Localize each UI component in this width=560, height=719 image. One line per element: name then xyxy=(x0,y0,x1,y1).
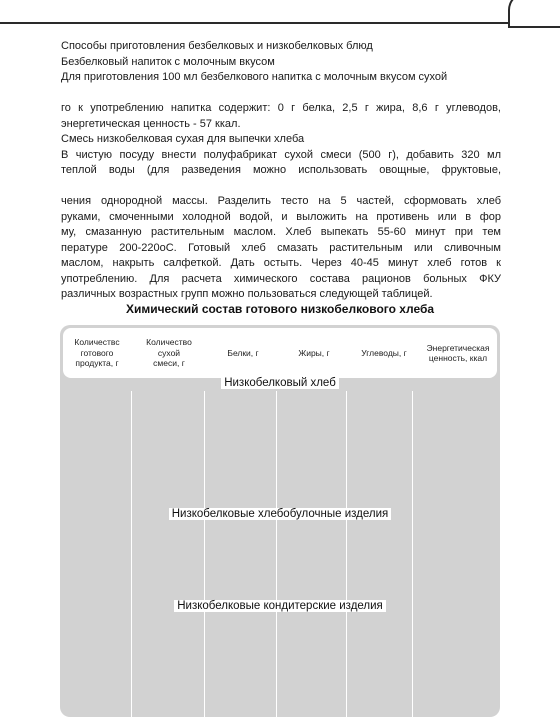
header-proteins: Белки, г xyxy=(227,347,259,358)
column-divider xyxy=(131,391,132,717)
text-line xyxy=(61,179,501,195)
section-low-protein-confectionery: Низкобелковые кондитерские изделия xyxy=(60,600,500,612)
text-line: чения однородной массы. Разделить тесто на 5 частей, сформовать хлеб xyxy=(61,195,501,207)
chemical-composition-table xyxy=(60,325,500,717)
text-line: В чистую посуду внести полуфабрикат сухой смеси (500 г), добавить 320 мл xyxy=(61,148,501,161)
column-divider xyxy=(412,391,413,717)
header-energy-value: Энергетическая ценность, ккал xyxy=(426,342,490,363)
text-line: пературе 200-220оС. Готовый хлеб смазать растительным или сливочным xyxy=(61,241,501,254)
table-caption: Химический состав готового низкобелкового хлеба xyxy=(125,302,435,316)
page-corner-tab xyxy=(508,0,560,28)
column-divider xyxy=(346,391,347,717)
text-line: Для приготовления 100 мл безбелкового напитка с молочным вкусом сухой xyxy=(61,71,448,83)
section-low-protein-bakery: Низкобелковые хлебобулочные изделия xyxy=(60,508,500,520)
text-line: го к употреблению напитка содержит: 0 г белка, 2,5 г жира, 8,6 г углеводов, xyxy=(61,102,501,114)
text-line: энергетическая ценность - 57 ккал. xyxy=(61,117,241,130)
header-fats: Жиры, г xyxy=(298,347,330,358)
section-low-protein-bread: Низкобелковый хлеб xyxy=(60,377,500,389)
text-line: маслом, накрыть салфеткой. Дать остыть. Через 40-45 минут хлеб готов к xyxy=(61,257,501,269)
table-header-row xyxy=(63,328,497,378)
text-line: употреблению. Для расчета химического состава рационов больных ФКУ xyxy=(61,272,501,285)
column-divider xyxy=(276,391,277,717)
text-line xyxy=(61,86,501,102)
page-header-rule xyxy=(0,22,512,24)
body-text xyxy=(61,39,501,303)
text-line: Смесь низкобелковая сухая для выпечки хлеба xyxy=(61,133,305,145)
text-line: Способы приготовления безбелковых и низкобелковых блюд xyxy=(61,40,373,52)
header-carbohydrates: Углеводы, г xyxy=(361,347,407,358)
header-product-quantity: Количествс готового продукта, г xyxy=(74,337,120,369)
text-line: теплой воды (для разведения можно использовать овощные, фруктовые, xyxy=(61,164,501,176)
header-dry-mix-quantity: Количество сухой смеси, г xyxy=(146,337,192,369)
text-line: различных возрастных групп можно пользоваться следующей таблицей. xyxy=(61,288,433,300)
column-divider xyxy=(204,391,205,717)
text-line: му, смазанную растительным маслом. Хлеб выпекать 55-60 минут при тем xyxy=(61,226,501,238)
text-line: руками, смоченными холодной водой, и выложить на противень или в фор xyxy=(61,210,501,223)
text-line: Безбелковый напиток с молочным вкусом xyxy=(61,55,275,68)
